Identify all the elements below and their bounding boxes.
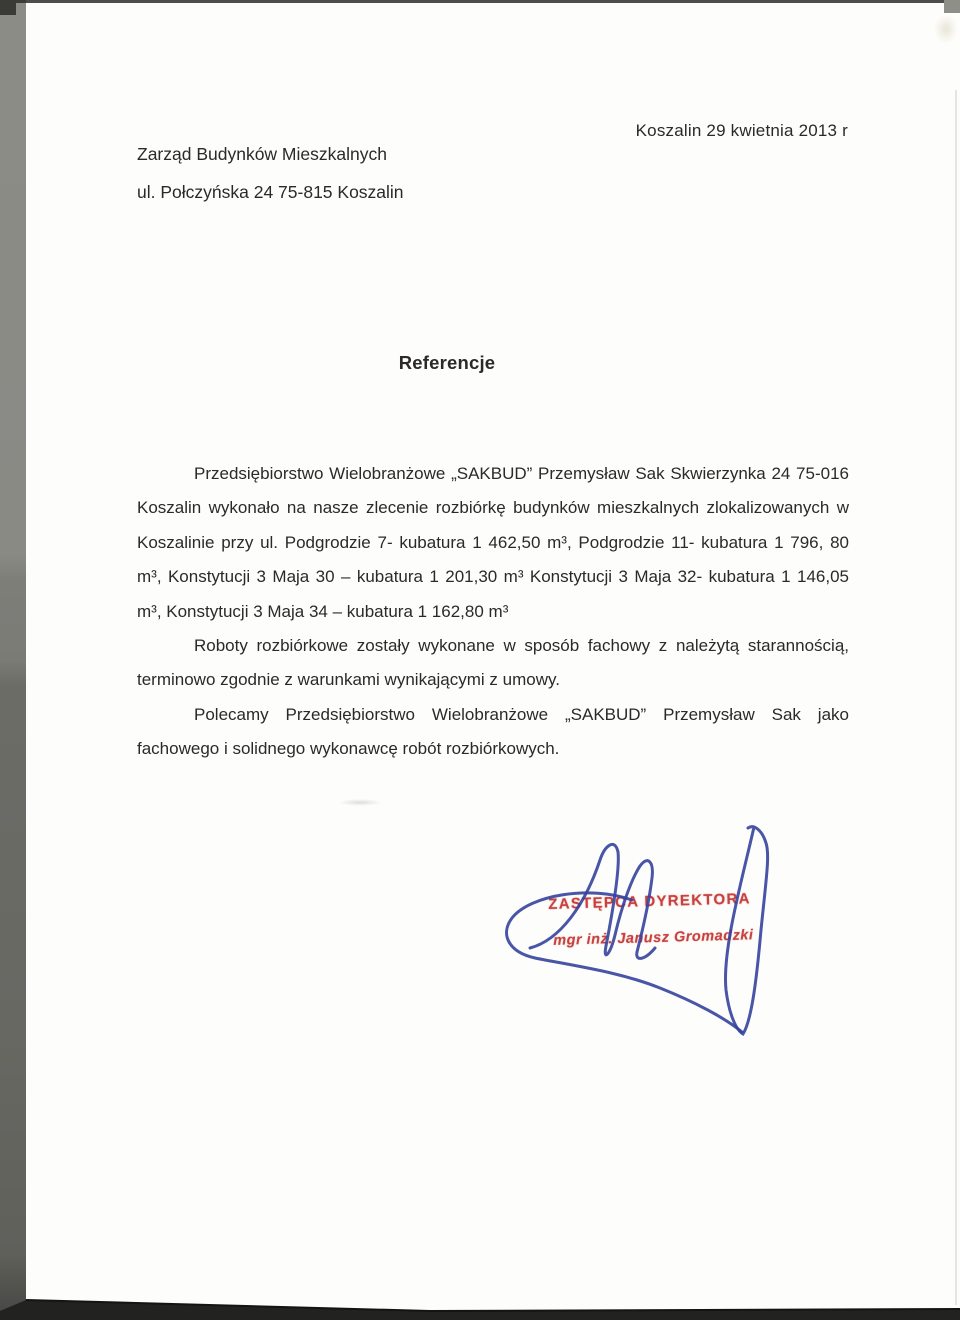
paragraph-scope-of-work: Przedsiębiorstwo Wielobranżowe „SAKBUD” Przemysław Sak Skwierzynka 24 75-016 Koszalin wykonało na nasze zlecenie rozbiórkę budynków mieszkalnych zlokalizowanych w Koszalinie przy ul. Podgrodzie 7- kubatura 1 462,50 m³, Podgrodzie 11- kubatura 1 796, 80 m³, Konstytucji 3 Maja 30 – kubatura 1 201,30 m³ Konstytucji 3 Maja 32- kubatura 1 146,05 m³, Konstytucji 3 Maja 34 – kubatura 1 162,80 m³	[137, 464, 849, 621]
letter-body	[137, 457, 849, 767]
scan-edge-bottom-band	[0, 1295, 960, 1320]
letter-title: Referencje	[398, 352, 496, 373]
scan-smudge-middle	[338, 799, 382, 806]
scan-edge-top-line	[0, 0, 960, 3]
scan-corner-patch-top-right	[944, 0, 960, 13]
signature-stroke-loops	[530, 844, 655, 958]
scan-smudge-top-right	[934, 14, 958, 44]
scan-edge-right-line	[955, 90, 957, 1305]
signature-stroke-oval-tail	[507, 893, 742, 1032]
stamp-role-title: ZASTĘPCA DYREKTORA	[548, 890, 751, 913]
sender-block	[137, 144, 404, 203]
stamp-signer-name: mgr inż. Janusz Gromadzki	[553, 927, 754, 949]
letter-date: Koszalin 29 kwietnia 2013 r	[635, 121, 848, 140]
signature-stroke-right-flourish	[725, 827, 767, 1034]
sender-address: ul. Połczyńska 24 75-815 Koszalin	[137, 182, 404, 202]
scan-edge-left-strip	[0, 0, 26, 1320]
handwritten-signature	[490, 812, 780, 1047]
scan-corner-notch-top-left	[0, 0, 16, 15]
paragraph-quality-statement: Roboty rozbiórkowe zostały wykonane w sposób fachowy z należytą starannością, terminowo zgodnie z warunkami wynikającymi z umowy.	[137, 636, 849, 690]
paragraph-recommendation: Polecamy Przedsiębiorstwo Wielobranżowe „SAKBUD” Przemysław Sak jako fachowego i solidnego wykonawcę robót rozbiórkowych.	[137, 704, 849, 759]
sender-name: Zarząd Budynków Mieszkalnych	[137, 144, 387, 164]
